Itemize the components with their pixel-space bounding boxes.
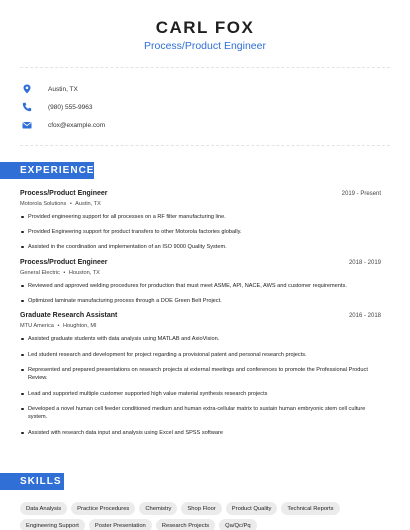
contact-location	[22, 83, 78, 95]
skill-chip: Technical Reports	[281, 502, 339, 515]
skill-chip: Practice Procedures	[71, 502, 135, 515]
skill-chip: Product Quality	[226, 502, 278, 515]
contact-divider	[20, 145, 390, 146]
skills-list	[20, 502, 400, 530]
job-bullet: Optimized laminate manufacturing process through a DOE Green Belt Project.	[20, 297, 375, 305]
job-employer	[20, 201, 101, 207]
job-bullet: Assisted with research data input and analysis using Excel and SPSS software	[20, 429, 375, 437]
employer-separator: •	[69, 201, 72, 207]
skill-chip: Poster Presentation	[89, 519, 152, 530]
header-divider	[20, 67, 390, 68]
location-pin-icon	[22, 84, 32, 94]
job-title: Process/Product Engineer	[20, 259, 108, 266]
job-title: Graduate Research Assistant	[20, 312, 118, 319]
contact-phone	[22, 101, 92, 113]
employer-separator: •	[57, 323, 60, 329]
skill-chip: Shop Floor	[181, 502, 221, 515]
job-bullet: Led student research and development for project regarding a provisional patent and personal research projects.	[20, 351, 375, 359]
email-text[interactable]: cfox@example.com	[48, 121, 106, 129]
skill-chip: Qa/Qc/Pq	[219, 519, 256, 530]
skill-chip: Research Projects	[156, 519, 215, 530]
job-bullet: Assisted graduate students with data analysis using MATLAB and AxioVision.	[20, 335, 375, 343]
skills-heading: SKILLS	[0, 473, 64, 490]
job-bullet: Provided engineering support for all processes on a RF filter manufacturing line.	[20, 213, 375, 221]
employer-location: Houghton, MI	[62, 323, 97, 329]
location-text: Austin, TX	[48, 85, 78, 93]
job-dates: 2019 - Present	[341, 191, 381, 197]
employer-name: MTU America	[20, 323, 54, 329]
employer-location: Houston, TX	[68, 270, 100, 276]
job-bullet: Reviewed and approved welding procedures for production that must meet ASME, API, NACE, AWS and customer requirements.	[20, 282, 375, 290]
candidate-title: Process/Product Engineer	[144, 40, 266, 52]
skill-chip: Chemistry	[139, 502, 177, 515]
phone-icon	[22, 102, 32, 112]
employer-location: Austin, TX	[75, 201, 101, 207]
job-bullet: Developed a novel human cell feeder conditioned medium and human extra-cellular matrix to sustain human embryonic stem cell culture system.	[20, 405, 375, 421]
job-dates: 2018 - 2019	[348, 260, 381, 266]
skill-chip: Engineering Support	[20, 519, 85, 530]
contact-email	[22, 119, 105, 131]
job-bullet: Assisted in the coordination and implementation of an ISO 9000 Quality System.	[20, 243, 375, 251]
job-bullet: Represented and prepared presentations on research projects at external meetings and conferences to promote the Professional Product Review.	[20, 366, 375, 382]
job-employer	[20, 323, 97, 329]
employer-name: General Electric	[20, 270, 60, 276]
job-bullet: Lead and supported multiple customer supported high value material synthesis research projects	[20, 390, 375, 398]
email-icon	[22, 120, 32, 130]
skill-chip: Data Analysis	[20, 502, 67, 515]
employer-name: Motorola Solutions	[20, 201, 67, 207]
job-employer	[20, 270, 100, 276]
candidate-name: CARL FOX	[155, 18, 255, 37]
job-bullet: Provided Engineering support for product transfers to other Motorola factories globally.	[20, 228, 375, 236]
experience-heading: EXPERIENCE	[0, 162, 94, 179]
phone-text[interactable]: (980) 555-9963	[48, 103, 93, 111]
job-title: Process/Product Engineer	[20, 190, 108, 197]
job-dates: 2016 - 2018	[348, 313, 381, 319]
employer-separator: •	[63, 270, 66, 276]
